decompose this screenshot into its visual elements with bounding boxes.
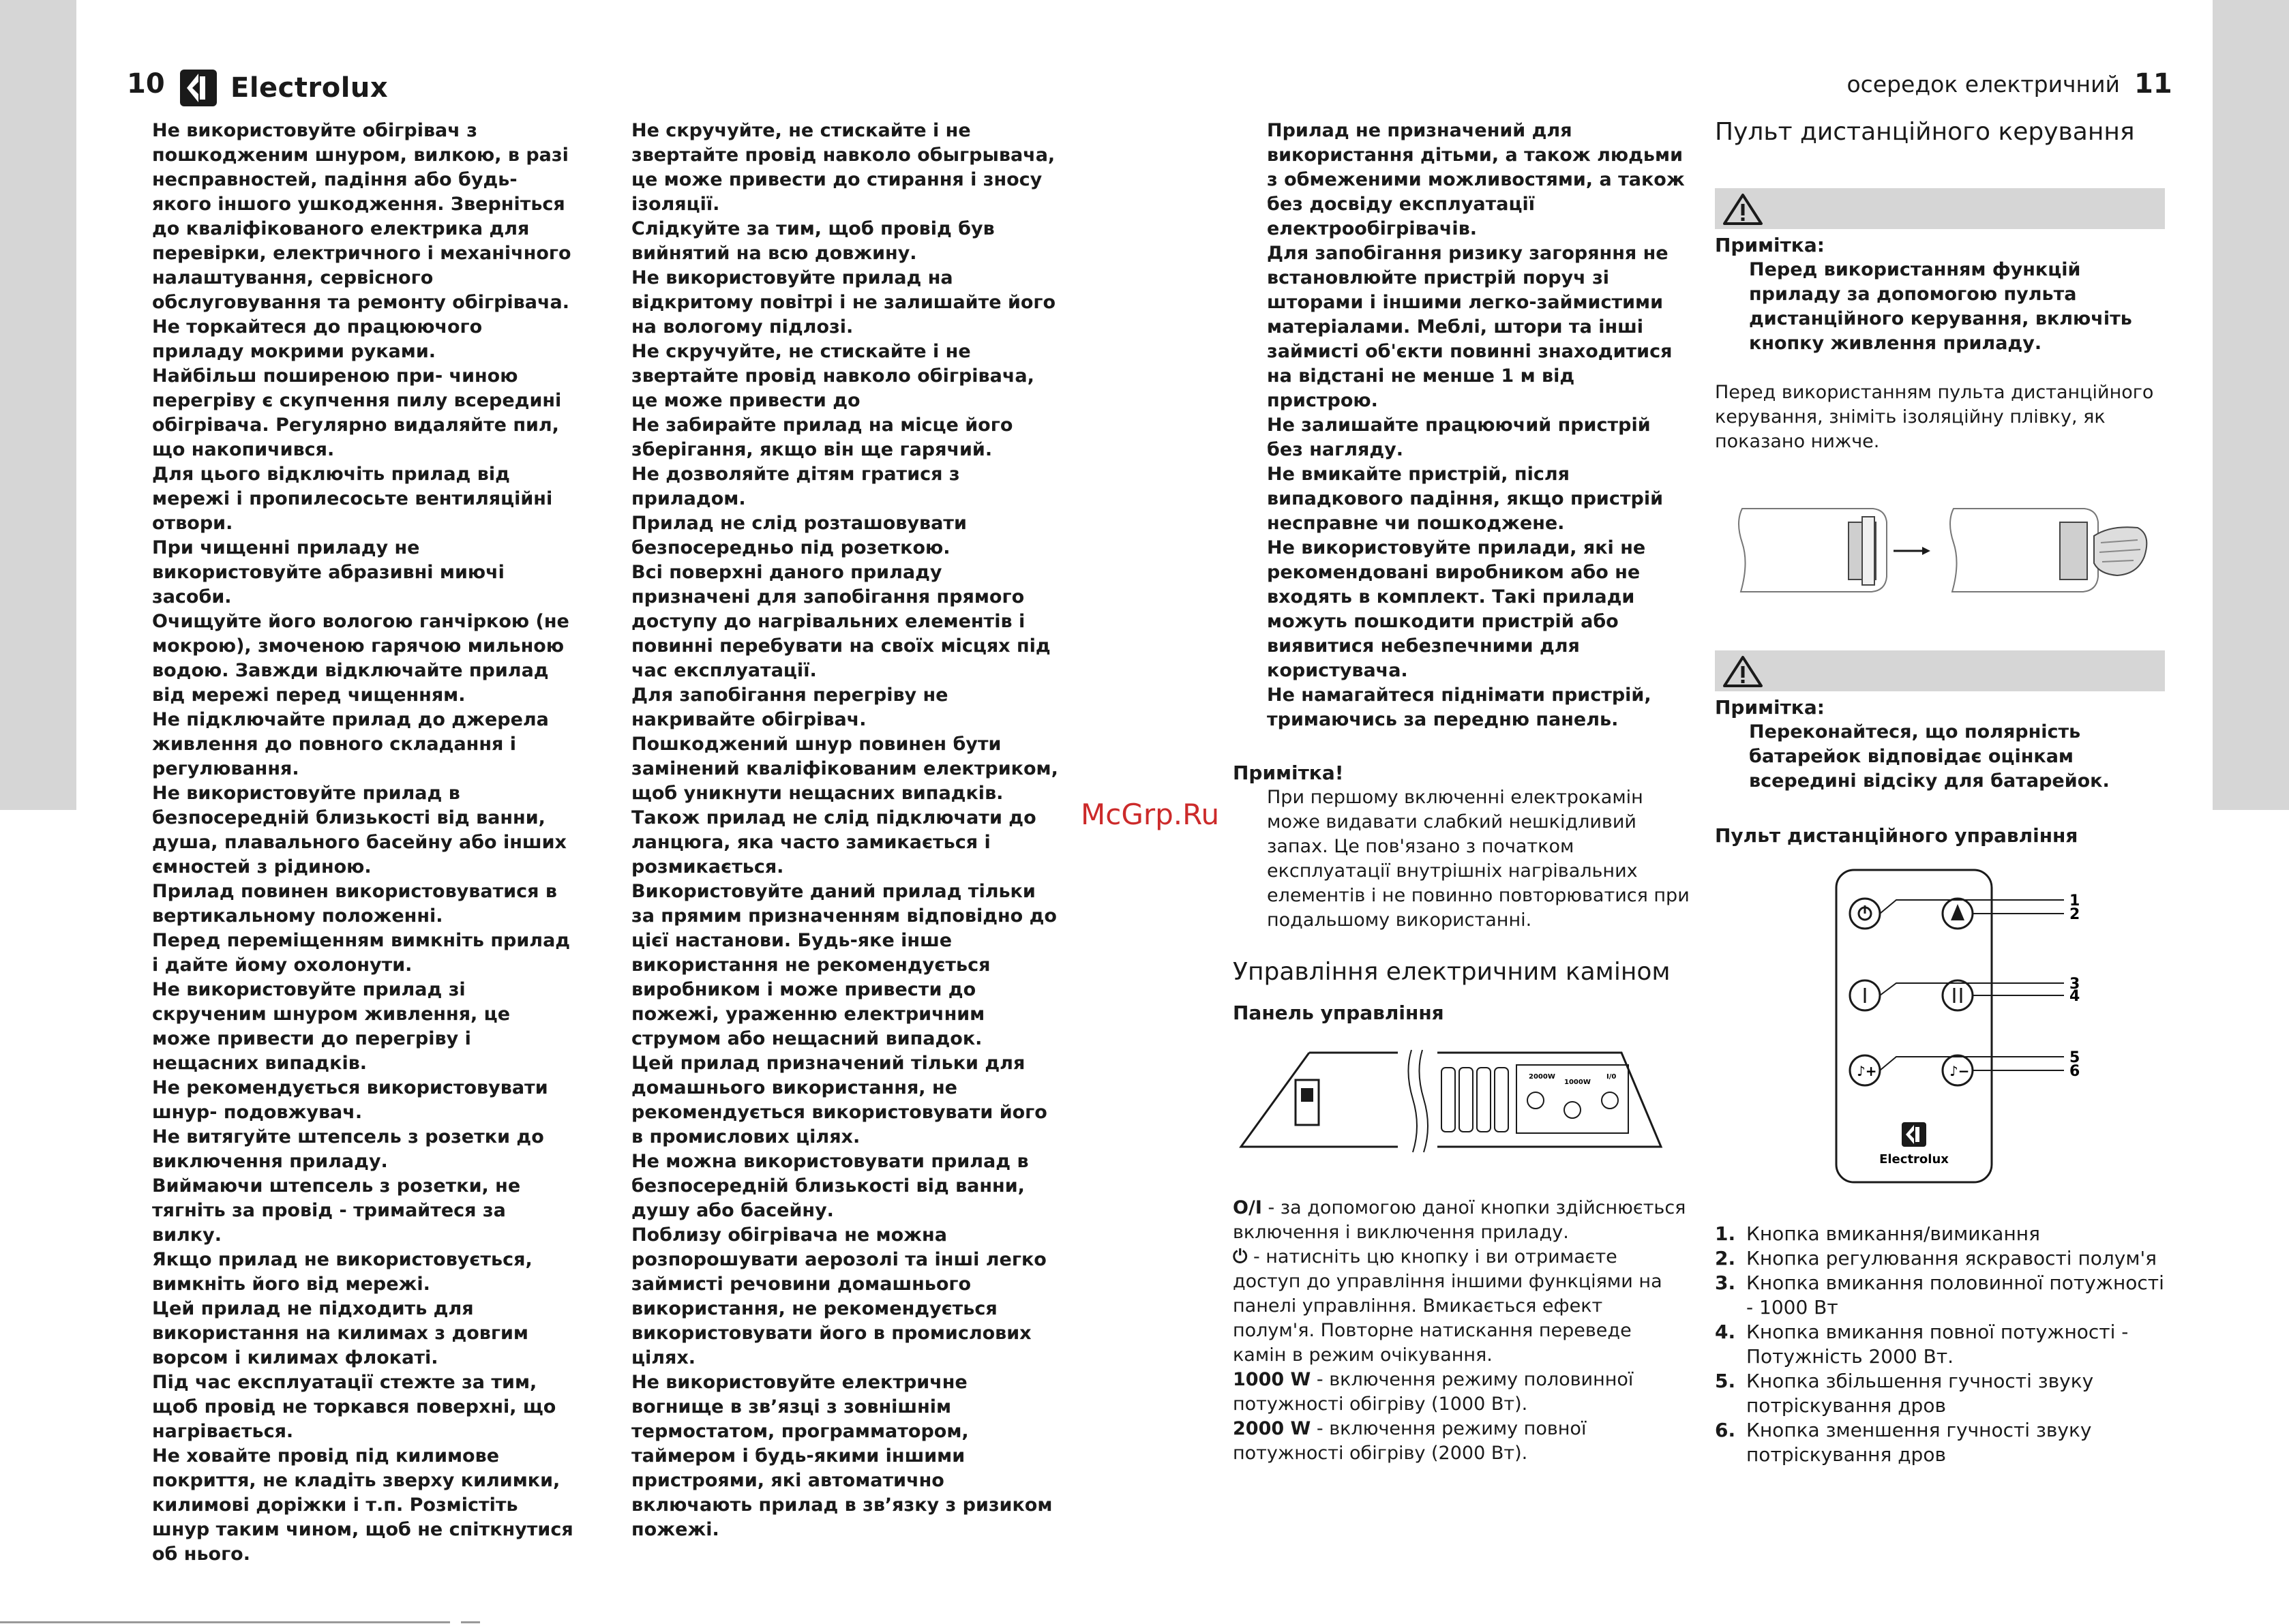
desc-text: - за допомогою даної кнопки здійснюється включення і виключення приладу.: [1233, 1197, 1686, 1243]
svg-text:♪−: ♪−: [1949, 1063, 1970, 1079]
page-number-right: 11: [2134, 68, 2172, 100]
note-text: При першому включенні електрокамін може видавати слабкий нешкідливий запах. Це пов'язано з початком експлуатації внутрішніх нагрівальних елементів і не повинно повторюватися при подальшому використанні.: [1267, 787, 1690, 931]
list-item: 4. Кнопка вмикання повної потужності - Потужність 2000 Вт.: [1715, 1321, 2129, 1368]
warning-triangle-icon: [1722, 192, 1764, 226]
callout-3: 3: [2069, 976, 2080, 993]
paragraph: Всі поверхні даного приладу призначені для запобігання прямого доступу до нагрівальних елементів і повинні перебувати на своїх місцях під час експлуатації.: [631, 562, 1051, 681]
page-number-left: 10: [127, 68, 165, 100]
remote-section-title: Пульт дистанційного керування: [1715, 118, 2135, 146]
callout-2: 2: [2069, 906, 2080, 923]
desc-text: - включення режиму повної потужності обігріву (2000 Вт).: [1233, 1418, 1587, 1464]
paragraph: Не вмикайте пристрій, після випадкового падіння, якщо пристрій несправне чи пошкоджене.: [1267, 464, 1664, 534]
paragraph: Під час експлуатації стежте за тим, щоб провід не торкався поверхні, що нагрівається.: [152, 1372, 556, 1442]
list-item: 2. Кнопка регулювання яскравості полум'я: [1715, 1247, 2157, 1269]
control-descriptions: [1233, 1196, 1690, 1466]
paragraph: Не витягуйте штепсель з розетки до виключення приладу.: [152, 1126, 544, 1172]
paragraph: Пошкоджений шнур повинен бути замінений кваліфікованим електриком, щоб уникнути нещасних випадків.: [631, 734, 1058, 804]
button-power-icon: [1602, 1092, 1618, 1109]
paragraph: Не підключайте прилад до джерела живлення до повного складання і регулювання.: [152, 709, 549, 779]
svg-text:♪+: ♪+: [1857, 1063, 1877, 1079]
button-2000w-icon: [1527, 1092, 1544, 1109]
watermark: McGrp.Ru: [1081, 798, 1220, 831]
note-text: Переконайтеся, що полярність батарейок відповідає оцінкам всередині відсіку для батарейок.: [1749, 721, 2110, 792]
section-title: Управління електричним каміном: [1233, 958, 1671, 986]
list-item: 5. Кнопка збільшення гучності звуку потріскування дров: [1715, 1370, 2094, 1417]
note-title: Примітка:: [1715, 234, 1825, 256]
power-icon: ⏻: [1233, 1246, 1248, 1267]
paragraph: Не скручуйте, не стискайте і не звертайте провід навколо обыгрывача, це може привести до стирання і зносу ізоляції.: [631, 120, 1056, 215]
paragraph: Цей прилад призначений тільки для домашнього використання, не рекомендується використовувати його в промислових цілях.: [631, 1053, 1047, 1147]
paragraph: Не скручуйте, не стискайте і не звертайте провід навколо обігрівача, це може привести до: [631, 341, 1034, 411]
footer-rule: [461, 1621, 480, 1623]
paragraph: Для запобігання ризику загоряння не встановлюйте пристрій поруч зі шторами і іншими легко-займистими матеріалами. Меблі, штори та інші займисті об'єкти повинні знаходитися на відстані не менше 1 м від пристрою.: [1267, 243, 1673, 411]
paragraph: Не використовуйте прилади, які не рекомендовані виробником або не входять в комплект. Такі прилади можуть пошкодити пристрій або виявитися небезпечними для користувача.: [1267, 537, 1646, 681]
paragraph: Не намагайтеся піднімати пристрій, тримаючись за передню панель.: [1267, 685, 1651, 730]
safety-column-2: [631, 119, 1060, 1542]
list-item: 6. Кнопка зменшення гучності звуку потріскування дров: [1715, 1419, 2092, 1466]
paragraph: Не забирайте прилад на місце його зберігання, якщо він ще гарячий.: [631, 415, 1013, 460]
paragraph: Прилад не призначений для використання дітьми, а також людьми з обмеженими можливостями, а також без досвіду експлуатації електрообігрівачів.: [1267, 120, 1685, 239]
note-title: Примітка:: [1715, 696, 1825, 719]
paragraph: Прилад не слід розташовувати безпосередньо під розеткою.: [631, 513, 967, 558]
warning-bar: [1715, 188, 2165, 229]
paragraph: Для запобігання перегріву не накривайте обігрівач.: [631, 685, 948, 730]
callout-6: 6: [2069, 1063, 2080, 1080]
left-margin-tab: [0, 0, 76, 810]
control-panel-diagram: [1233, 1044, 1669, 1160]
note-title: Примітка!: [1233, 762, 1344, 784]
desc-text: - включення режиму половинної потужності обігріву (1000 Вт).: [1233, 1369, 1634, 1415]
safety-lead: [1267, 119, 1690, 732]
list-item: 1. Кнопка вмикання/вимикання: [1715, 1222, 2040, 1245]
right-margin-tab: [2213, 0, 2289, 810]
brand-logo: [179, 68, 388, 108]
electrolux-logo-icon: [179, 68, 218, 108]
document-title: осередок електричний: [1846, 71, 2120, 97]
paragraph: Не використовуйте прилад зі скрученим шнуром живлення, це може привести до перегріву і нещасних випадків.: [152, 979, 511, 1074]
paragraph: Також прилад не слід підключати до ланцюга, яка часто замикається і розмикається.: [631, 807, 1036, 877]
paragraph: Найбільш поширеною при- чиною перегріву є скупчення пилу всередині обігрівача. Регулярно видаляйте пил, що накопичився.: [152, 365, 562, 460]
remote-legend: [1715, 1222, 2165, 1467]
paragraph: Цей прилад не підходить для використання на килимах з довгим ворсом і килимах флокаті.: [152, 1298, 528, 1368]
remote-title: Пульт дистанційного управління: [1715, 824, 2078, 847]
label-2000w: 2000W: [1529, 1073, 1555, 1081]
paragraph: Не дозволяйте дітям гратися з приладом.: [631, 464, 960, 509]
panel-title: Панель управління: [1233, 1002, 1444, 1024]
callout-5: 5: [2069, 1049, 2080, 1066]
paragraph: Прилад повинен використовуватися в вертикальному положенні.: [152, 881, 557, 927]
callout-4: 4: [2069, 988, 2080, 1005]
button-1000w-icon: [1564, 1102, 1581, 1118]
remote-full-power-button: [1943, 980, 1973, 1010]
footer-rule: [0, 1621, 450, 1623]
remote-column: [1715, 117, 2165, 1467]
key-1000w: 1000 W: [1233, 1369, 1311, 1390]
paragraph: Не можна використовувати прилад в безпосередній близькості від ванни, душу або басейну.: [631, 1151, 1029, 1221]
key-2000w: 2000 W: [1233, 1418, 1311, 1439]
list-item: 3. Кнопка вмикання половинної потужності - 1000 Вт: [1715, 1272, 2164, 1319]
remote-control-diagram: [1715, 859, 2151, 1193]
paragraph: Не залишайте працюючий пристрій без нагляду.: [1267, 415, 1651, 460]
paragraph: Не використовуйте прилад в безпосередній близькості від ванни, душа, плавального басейну або інших ємностей з рідиною.: [152, 783, 567, 877]
callout-1: 1: [2069, 892, 2080, 909]
paragraph: Перед використанням пульта дистанційного керування, зніміть ізоляційну плівку, як показано нижче.: [1715, 382, 2154, 452]
paragraph: Не використовуйте електричне вогнище в звʼязці з зовнішнім термостатом, программатором, таймером і будь-якими іншими пристроями, які автоматично включають прилад в звʼязку з ризиком пожежі.: [631, 1372, 1053, 1540]
paragraph: Перед переміщенням вимкніть прилад і дайте йому охолонути.: [152, 930, 571, 976]
label-io: I/0: [1606, 1073, 1617, 1081]
warning-triangle-icon: [1722, 655, 1764, 689]
paragraph: Не використовуйте прилад на відкритому повітрі і не залишайте його на вологому підлозі.: [631, 267, 1056, 337]
brand-name: Electrolux: [230, 72, 389, 104]
paragraph: Використовуйте даний прилад тільки за прямим призначенням відповідно до цієї настанови. Будь-яке інше використання не рекомендується виробником і може привести до пожежі, ураженню електричним струмом або нещасний випадок.: [631, 881, 1057, 1049]
paragraph: Якщо прилад не використовується, вимкніть його від мережі.: [152, 1249, 533, 1295]
paragraph: Для цього відключіть прилад від мережі і пропилесосьте вентиляційні отвори.: [152, 464, 553, 534]
safety-column-3: [1233, 119, 1690, 1466]
battery-film-diagram: [1715, 495, 2151, 604]
paragraph: При чищенні приладу не використовуйте абразивні миючі засоби.: [152, 537, 505, 607]
paragraph: Не рекомендується використовувати шнур- подовжувач.: [152, 1077, 548, 1123]
note-text: Перед використанням функцій приладу за допомогою пульта дистанційного керування, включіть кнопку живлення приладу.: [1749, 259, 2132, 354]
paragraph: Виймаючи штепсель з розетки, не тягніть за провід - тримайтеся за вилку.: [152, 1175, 521, 1246]
desc-text: - натисніть цю кнопку і ви отримаєте доступ до управління іншими функціями на панелі управління. Вмикається ефект полум'я. Повторне натискання переведе камін в режим очікування.: [1233, 1246, 1662, 1366]
paragraph: Не торкайтеся до працюючого приладу мокрими руками.: [152, 316, 483, 362]
paragraph: Не ховайте провід під килимове покриття, не кладіть зверху килимки, килимові доріжки і т.п. Розмістіть шнур таким чином, щоб не спіткнутися об нього.: [152, 1445, 573, 1565]
safety-column-1: [152, 119, 575, 1567]
remote-brand: Electrolux: [1879, 1152, 1949, 1167]
paragraph: Поблизу обігрівача не можна розпорошувати аерозолі та інші легко займисті речовини домашнього використання, не рекомендується використовувати його в промислових цілях.: [631, 1224, 1047, 1368]
label-1000w: 1000W: [1564, 1079, 1591, 1086]
key-oi: O/I: [1233, 1197, 1262, 1218]
rocker-switch-icon: [1296, 1080, 1319, 1125]
paragraph: Слідкуйте за тим, щоб провід був вийнятий на всю довжину.: [631, 218, 995, 264]
warning-bar: [1715, 650, 2165, 691]
paragraph: Очищуйте його вологою ганчіркою (не мокрою), змоченою гарячою мильною водою. Завжди відключайте прилад від мережі перед чищенням.: [152, 611, 569, 706]
paragraph: Не використовуйте обігрівач з пошкодженим шнуром, вилкою, в разі несправностей, падіння або будь-якого іншого ушкодження. Зверніться до кваліфікованого електрика для перевірки, електричного і механічного налаштування, сервісного обслуговування та ремонту обігрівача.: [152, 120, 571, 313]
